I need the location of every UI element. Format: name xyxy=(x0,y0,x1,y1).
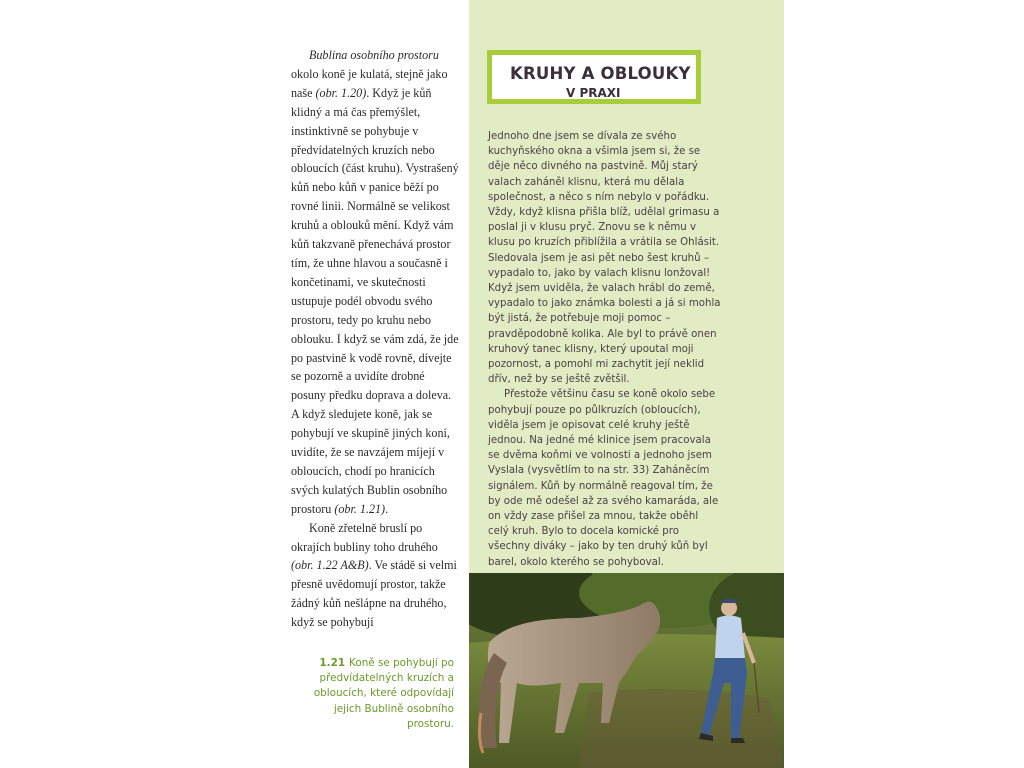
horse-and-woman-photo-icon xyxy=(469,573,784,768)
figure-ref: (obr. 1.20) xyxy=(315,85,367,100)
caption-number: 1.21 xyxy=(319,657,346,669)
photo xyxy=(469,573,784,768)
sidebar-subtitle: V PRAXI xyxy=(566,86,621,100)
lead-term: Bublina osobního prostoru xyxy=(309,48,439,62)
caption-text: Koně se pohybují po předvídatelných kruzích a obloucích, které odpovídají jejich Bublině osobního prostoru. xyxy=(313,657,454,730)
figure-ref: (obr. 1.21) xyxy=(334,501,386,516)
figure-caption xyxy=(287,656,454,732)
sidebar-text xyxy=(488,129,721,570)
sidebar-paragraph-1: Jednoho dne jsem se dívala ze svého kuchyňského okna a všimla jsem si, že se děje něco divného na pastvině. Můj starý valach zaháněl klisnu, která mu dělala společnost, a něco s ním nebylo v pořádku. Vždy, když klisna přišla blíž, udělal grimasu a poslal ji v klusu pryč. Znovu se k němu v klusu po kruzích přiblížila a vrátila se Ohlásit. Sledovala jsem je asi pět nebo šest kruhů – vypadalo to, jako by valach klisnu lonžoval! Když jsem uviděla, že valach hrábl do země, vypadalo to jako známka bolesti a já si mohla být jistá, že potřebuje moji pomoc – pravděpodobně kolika. Ale byl to právě onen kruhový tanec klisny, který upoutal moji pozornost, a pomohl mi zachytit její neklid dřív, než by se ještě zvětšil. xyxy=(488,131,721,386)
paragraph-1: Bublina osobního prostoru okolo koně je kulatá, stejně jako naše (obr. 1.20). Když je kůň klidný a má čas přemýšlet, instinktivně se pohybuje v předvídatelných kruzích nebo obloucích (část kruhu). Vystrašený kůň nebo kůň v panice běží po rovné linii. Normálně se velikost kruhů a oblouků mění. Když vám kůň takzvaně přenechává prostor tím, že uhne hlavou a současně i končetinami, ve skutečnosti ustupuje podél obvodu svého prostoru, tedy po kruhu nebo oblouku. I když se vám zdá, že jde po pastvině k vodě rovně, dívejte se pozorně a uvidíte drobné posuny předku doprava a doleva. A když sledujete koně, jak se pohybují ve skupině jiných koní, uvidíte, že se navzájem míjejí v obloucích, chodí po hranicích svých kulatých Bublin osobního prostoru (obr. 1.21). xyxy=(291,48,459,516)
main-text-column xyxy=(291,46,459,632)
figure-ref: (obr. 1.22 A&B) xyxy=(291,558,369,573)
sidebar-title: KRUHY A OBLOUKY xyxy=(510,64,691,83)
paragraph-2: Koně zřetelně bruslí po okrajích bubliny toho druhého (obr. 1.22 A&B). Ve stádě si velmi přesně uvědomují prostor, takže žádný kůň nešlápne na druhého, když se pohybují xyxy=(291,520,457,630)
sidebar-paragraph-2: Přestože většinu času se koně okolo sebe pohybují pouze po půlkruzích (obloucích), viděla jsem je opisovat celé kruhy ještě jednou. Na jedné mé klinice jsem pracovala se dvěma koňmi ve volnosti a jednoho jsem Vyslala (vysvětlím to na str. 33) Zaháněcím signálem. Kůň by normálně reagoval tím, že by ode mě odešel až za svého kamaráda, ale on vždy zase přišel za mnou, takže oběhl celý kruh. Bylo to docela komické pro všechny diváky – jako by ten druhý kůň byl barel, okolo kterého se pohyboval. xyxy=(488,389,719,568)
sidebar-title-box xyxy=(487,50,701,104)
